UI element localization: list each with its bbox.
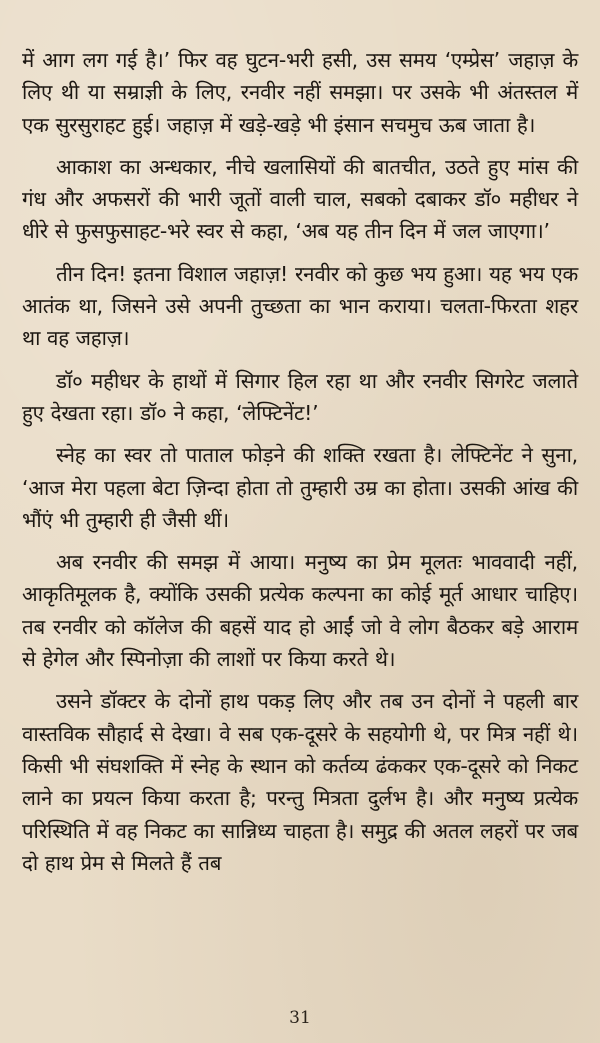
paragraph-6: अब रनवीर की समझ में आया। मनुष्य का प्रेम मूलतः भाववादी नहीं, आकृतिमूलक है, क्योंकि उसकी प्रत्येक कल्पना का कोई मूर्त आधार चाहिए। तब रनवीर को कॉलेज की बहसें याद हो आईं जो वे लोग बैठकर बड़े आराम से हेगेल और स्पिनोज़ा की लाशों पर किया करते थे। (22, 550, 578, 672)
paragraph-4: डॉ० महीधर के हाथों में सिगार हिल रहा था और रनवीर सिगरेट जलाते हुए देखता रहा। डॉ० ने कहा, ‘लेफ्टिनेंट!’ (22, 368, 578, 425)
paragraph-5: स्नेह का स्वर तो पाताल फोड़ने की शक्ति रखता है। लेफ्टिनेंट ने सुना, ‘आज मेरा पहला बेटा ज़िन्दा होता तो तुम्हारी उम्र का होता। उसकी आंख की भौंएं भी तुम्हारी ही जैसी थीं। (22, 443, 578, 532)
paragraph-3: तीन दिन! इतना विशाल जहाज़! रनवीर को कुछ भय हुआ। यह भय एक आतंक था, जिसने उसे अपनी तुच्छता का भान कराया। चलता-फिरता शहर था वह जहाज़। (22, 261, 578, 351)
paragraph-7: उसने डॉक्टर के दोनों हाथ पकड़ लिए और तब उन दोनों ने पहली बार वास्तविक सौहार्द से देखा। वे सब एक-दूसरे के सहयोगी थे, पर मित्र नहीं थे। किसी भी संघशक्ति में स्नेह के स्थान को कर्तव्य ढंककर एक-दूसरे को निकट लाने का प्रयत्न किया करता है; परन्तु मित्रता दुर्लभ है। और मनुष्य प्रत्येक परिस्थिति में वह निकट का सान्निध्य चाहता है। समुद्र की अतल लहरों पर जब दो हाथ प्रेम से मिलते हैं तब (22, 689, 578, 875)
paragraph-1: में आग लग गई है।’ फिर वह घुटन-भरी हसी, उस समय ‘एम्प्रेस’ जहाज़ के लिए थी या सम्राज्ञी के लिए, रनवीर नहीं समझा। पर उसके भी अंतस्तल में एक सुरसुराहट हुई। जहाज़ में खड़े-खड़े भी इंसान सचमुच ऊब जाता है। (22, 48, 578, 137)
page-number: 31 (289, 1008, 311, 1028)
paragraph-2: आकाश का अन्धकार, नीचे खलासियों की बातचीत, उठते हुए मांस की गंध और अफसरों की भारी जूतों वाली चाल, सबको दबाकर डॉ० महीधर ने धीरे से फुसफुसाहट-भरे स्वर से कहा, ‘अब यह तीन दिन में जल जाएगा।’ (22, 154, 578, 244)
